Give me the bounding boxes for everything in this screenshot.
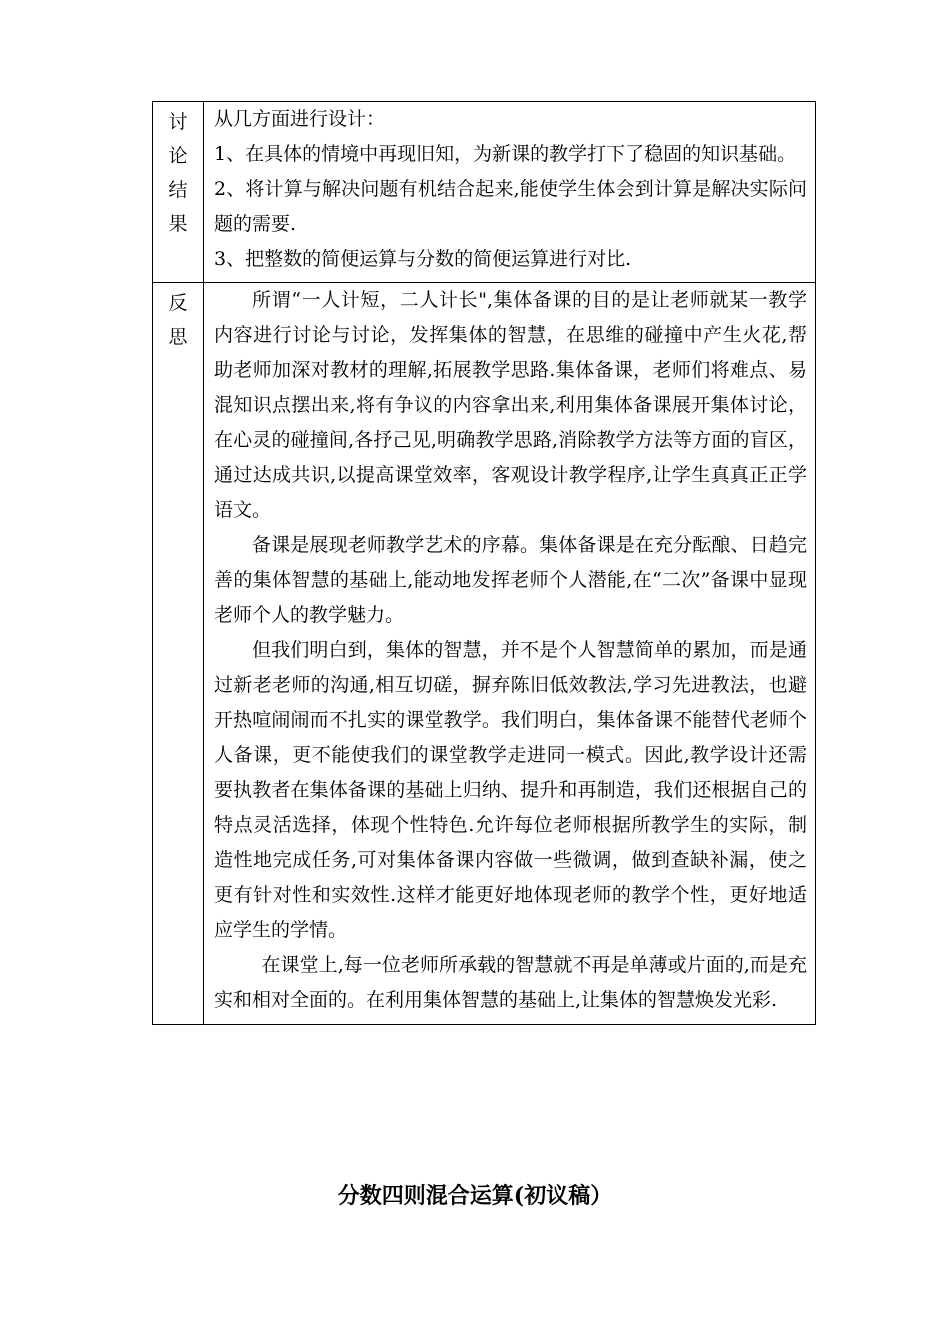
reflection-paragraph-3: 但我们明白到，集体的智慧，并不是个人智慧简单的累加，而是通过新老老师的沟通,相互切磋，摒弃陈旧低效教法,学习先进教法，也避开热喧闹闹而不扎实的课堂教学。我们明白，集体备课不能替代老师个人备课，更不能使我们的课堂教学走进同一模式。因此,教学设计还需要执教者在集体备课的基础上归纳、提升和再制造，我们还根据自己的特点灵活选择，体现个性特色.允许每位老师根据所教学生的实际，制造性地完成任务,可对集体备课内容做一些微调，做到查缺补漏，使之更有针对性和实效性.这样才能更好地体现老师的教学个性，更好地适应学生的学情。	[214, 639, 807, 941]
discussion-intro: 从几方面进行设计：	[214, 108, 386, 130]
reflection-paragraph-1: 所谓“一人计短，二人计长",集体备课的目的是让老师就某一教学内容进行讨论与讨论，发挥集体的智慧，在思维的碰撞中产生火花,帮助老师加深对教材的理解,拓展教学思路.集体备课，老师们将难点、易混知识点摆出来,将有争议的内容拿出来,利用集体备课展开集体讨论，在心灵的碰撞间,各抒己见,明确教学思路,消除教学方法等方面的盲区，通过达成共识,以提高课堂效率，客观设计教学程序,让学生真真正正学语文。	[214, 289, 807, 521]
discussion-label-cell	[153, 102, 204, 283]
reflection-paragraph-4: 在课堂上,每一位老师所承载的智慧就不再是单薄或片面的,而是充实和相对全面的。在利用集体智慧的基础上,让集体的智慧焕发光彩.	[214, 954, 807, 1011]
reflection-row	[153, 283, 816, 1025]
reflection-label: 反思	[168, 292, 188, 348]
discussion-content-cell	[204, 102, 816, 283]
discussion-point-1: 1、在具体的情境中再现旧知，为新课的教学打下了稳固的知识基础。	[214, 143, 797, 165]
discussion-label: 讨论结果	[168, 111, 188, 235]
reflection-content-cell	[204, 283, 816, 1025]
lesson-table	[152, 101, 816, 1025]
discussion-point-2: 2、将计算与解决问题有机结合起来,能使学生体会到计算是解决实际问题的需要.	[214, 178, 807, 235]
reflection-paragraph-2: 备课是展现老师教学艺术的序幕。集体备课是在充分酝酿、日趋完善的集体智慧的基础上,能动地发挥老师个人潜能,在“二次”备课中显现老师个人的教学魅力。	[214, 534, 807, 626]
reflection-label-cell	[153, 283, 204, 1025]
discussion-row	[153, 102, 816, 283]
document-title: 分数四则混合运算(初议稿）	[337, 1183, 613, 1209]
discussion-point-3: 3、把整数的简便运算与分数的简便运算进行对比.	[214, 248, 632, 270]
